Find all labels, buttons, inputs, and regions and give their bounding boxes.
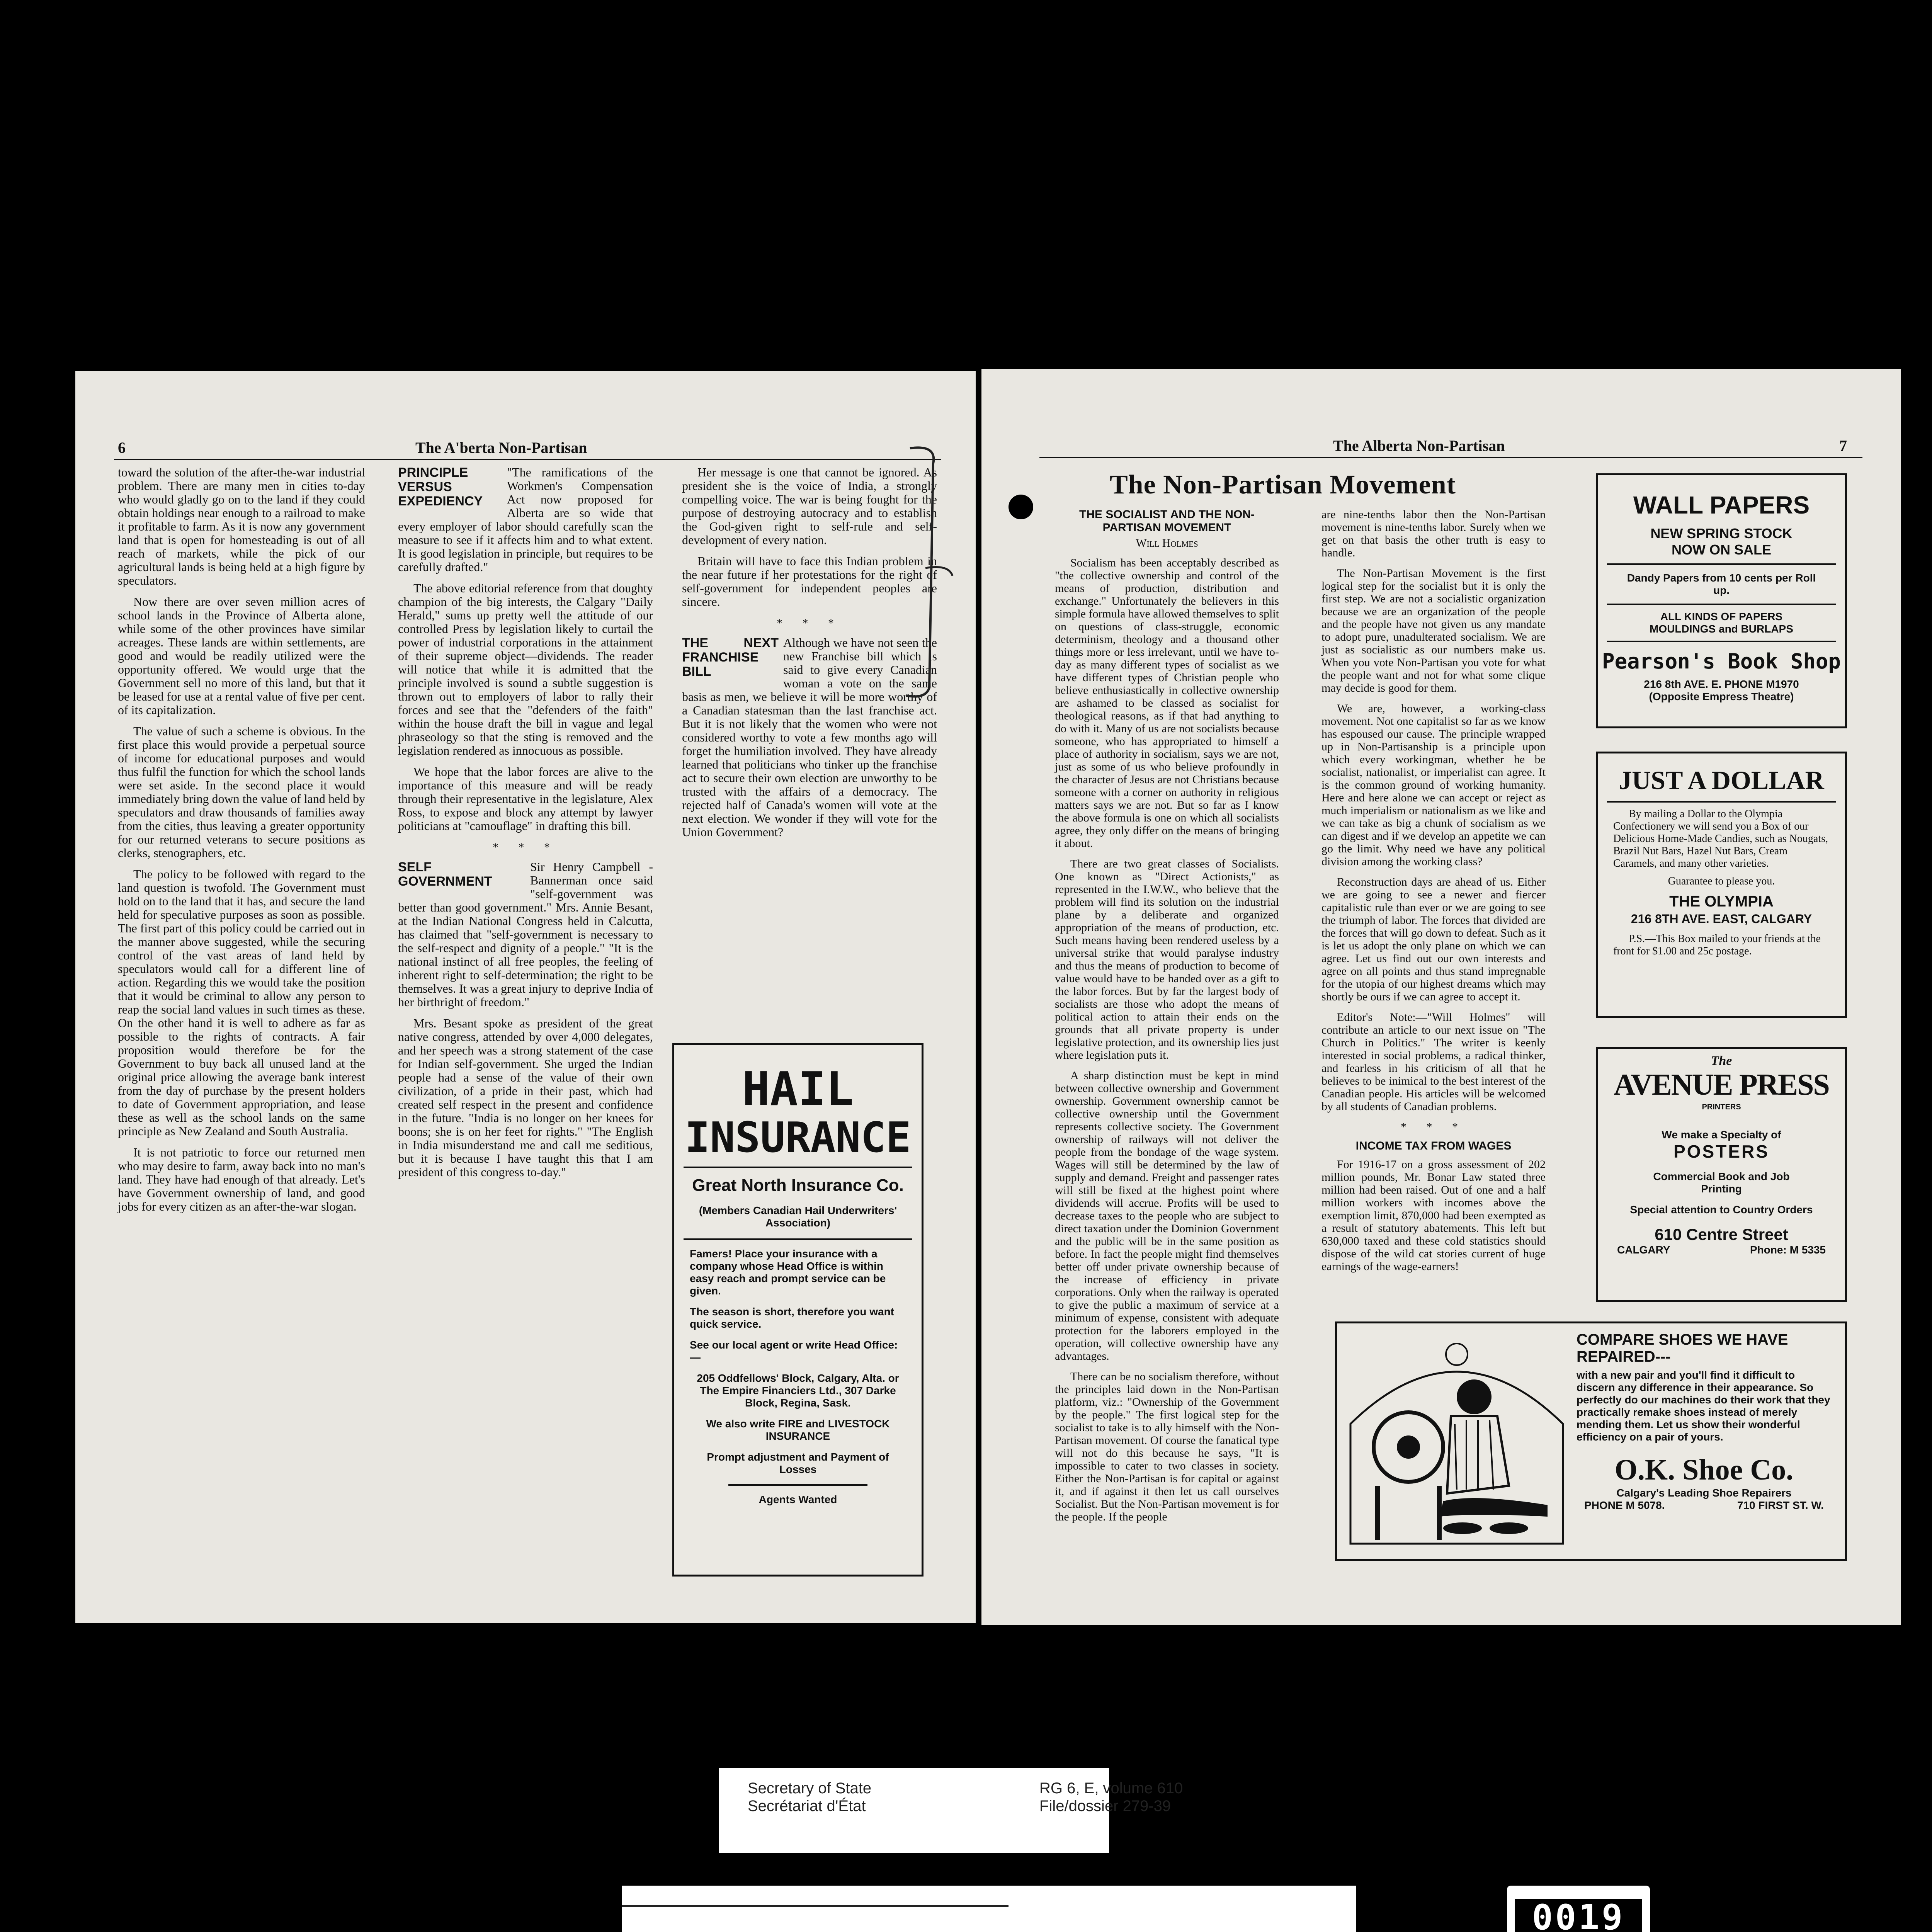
ad-text: (Opposite Empress Theatre) — [1649, 690, 1794, 702]
section-heading: PRINCIPLE VERSUS EXPEDIENCY — [398, 465, 483, 509]
paragraph: The policy to be followed with regard to the land question is twofold. The Government must hold on to the land that it has, and secure the land held for speculative purposes as soon as possible. The first part of this policy could be carried out in the manner above suggested, while the securing control of the vast areas of land held by speculators would call for a different line of action. Regarding this we would take the position that it would be criminal to allow any person to reap the social land values in such times as these. On the other hand it is well to adhere as far as possible to the rights of contracts. A fair proposition would therefore be for the Government to buy back all unused land at the original price allowing the average bank interest from the day of purchase by the present holders to date of Government appropriation, and lease these as well as the school lands on the same principle as New Zealand and South Australia. — [118, 867, 365, 1138]
paragraph: "The ramifications of the Workmen's Compensation Act now proposed for Alberta are so wide that every employer of labor should carefully scan the measure to see if it affects him and to what extent. It is good legislation in principle, but requires to be carefully drafted." — [398, 465, 653, 574]
ad-text: NEW SPRING STOCK — [1650, 526, 1793, 541]
divider — [684, 1167, 912, 1168]
ad-title: COMPARE SHOES WE HAVE REPAIRED--- — [1577, 1331, 1788, 1365]
ad-city: CALGARY — [1617, 1244, 1670, 1256]
section-divider: * * * — [493, 841, 558, 854]
page-number: 6 — [118, 439, 126, 456]
ad-text: Agents Wanted — [759, 1493, 837, 1505]
ad-shop-name: THE OLYMPIA — [1669, 893, 1774, 910]
ad-text: Guarantee to please you. — [1668, 875, 1775, 887]
ad-text: P.S.—This Box mailed to your friends at the front for $1.00 and 25c postage. — [1613, 933, 1821, 957]
binding-hole-icon — [1009, 495, 1033, 519]
ad-text: Calgary's Leading Shoe Repairers — [1616, 1487, 1792, 1499]
paragraph: Sir Henry Campbell - Bannerman once said "self-government was better than good government." Mrs. Annie Besant, at the Indian National Congress held in Calcutta, has claimed that "self-government is necessary to the self-respect and dignity of a people." "It is the national instinct of all free peoples, the feeling of inherent right to self-determination; the right to be themselves. It was a great injury to deprive India of her birthright of freedom." — [398, 860, 653, 1009]
article-heading: INCOME TAX FROM WAGES — [1355, 1139, 1512, 1152]
ad-company: Great North Insurance Co. — [692, 1176, 904, 1195]
handwritten-bracket-icon — [902, 440, 964, 703]
ad-text: Commercial Book and Job Printing — [1653, 1170, 1790, 1195]
ad-text: NOW ON SALE — [1672, 542, 1771, 558]
ad-text: Special attention to Country Orders — [1630, 1204, 1813, 1216]
ad-title: INSURANCE — [685, 1114, 911, 1162]
ad-text: See our local agent or write Head Office:— — [690, 1339, 898, 1363]
paragraph: There are two great classes of Socialists. One known as "Direct Actionists," as represented in the I.W.W., who believe that the problem will find its solution on the industrial plane by a deliberate and organized appropriation of the means of production, etc. Such means having been rendered useless by a universal strike that would paralyse industry and thus the means of production to become of value would have to be handed over as a gift to the labor forces. But by far the largest body of socialists are those who adopt the means of political action to attain their ends on the grounds that all private property is under legislative protection, and its ownership lies just where legislation puts it. — [1055, 857, 1279, 1061]
paragraph: are nine-tenths labor then the Non-Partisan movement is nine-tenths labor. Surely when we get on that basis the other truth is easy to handle. — [1321, 508, 1546, 559]
ad-contact-row — [1598, 1244, 1845, 1256]
ad-title: JUST A DOLLAR — [1619, 765, 1824, 795]
label-text: File/dossier 279-39 — [1039, 1798, 1171, 1815]
left-column-2 — [398, 466, 653, 1187]
paragraph: It is not patriotic to force our returned men who may desire to farm, away back into no man's land. They have had enough of that already. Let's have Government ownership of land, and good jobs for every citizen as an after-the-war slogan. — [118, 1145, 365, 1213]
ad-title: AVENUE PRESS — [1614, 1068, 1829, 1101]
frame-counter — [1507, 1886, 1650, 1932]
left-column-3 — [682, 466, 937, 847]
paragraph: toward the solution of the after-the-war industrial problem. There are many men in cities to-day who would gladly go on to the land if they could obtain holdings near enough to a railroad to make it profitable to farm. As it is now any government land that is open for homesteading is out of all reach of markets, while the pick of our agricultural lands is being held at a high figure by speculators. — [118, 465, 365, 587]
ad-text: Famers! Place your insurance with a company whose Head Office is within easy reach and prompt service can be given. — [690, 1248, 886, 1297]
ok-shoe-ad — [1335, 1321, 1847, 1561]
ad-text: By mailing a Dollar to the Olympia Confectionery we will send you a Box of our Delicious Home-Made Candies, such as Nougats, Brazil Nut Bars, Hazel Nut Bars, Cream Caramels, and many other varieties. — [1613, 808, 1828, 869]
shoe-ad-text — [1577, 1331, 1832, 1512]
section-divider: * * * — [1401, 1121, 1466, 1133]
hail-insurance-ad — [672, 1043, 923, 1577]
just-a-dollar-ad — [1596, 752, 1847, 1018]
ad-text: (Members Canadian Hail Underwriters' Association) — [699, 1204, 897, 1229]
paragraph: There can be no socialism therefore, without the principles laid down in the Non-Partisan platform, viz.: "Ownership of the Government by the people." The first logical step for the socialist to take is to ally himself with the Non-Partisan movement. Of course the fanatical type will not do this because he says, "It is impossible to cater to two classes in society. Either the Non-Partisan is for capital or against it, and if against it then let us call ourselves Socialist. But the Non-Partisan movement is for the people. If the people — [1055, 1370, 1279, 1523]
divider — [1607, 641, 1836, 642]
divider — [728, 1484, 867, 1486]
paragraph: A sharp distinction must be kept in mind between collective ownership and Government ownership. Government ownership cannot be collective ownership until the Government represents collective society. The Government ownership of railways will not deliver the people from the bondage of the wage system. Wages will still be determined by the law of supply and demand. Freight and passenger rates will still be fixed at the highest point where dividends will accrue. Profits will be used to decrease taxes to the people who are subject to direct taxation under the Dominion Government and the public will be in the same position as before. In fact the people might find themselves better off under private ownership because of the increase of efficiency in private corporations. Only when the railway is operated to give the public a maximum of service at a minimum of expense, consistent with adequate protection for the laborers employed in the operation, will collective ownership have any advantages. — [1055, 1069, 1279, 1362]
frame-number: 0019 — [1515, 1899, 1642, 1932]
ad-text: with a new pair and you'll find it difficult to discern any difference in their appearance. So perfectly do our machines do their work that they practically remake shoes instead of merely mending them. Let us show their wonderful efficiency on a pair of yours. — [1577, 1369, 1830, 1443]
paragraph: Britain will have to face this Indian problem in the near future if her protestations for the right of self-government for independent peoples are sincere. — [682, 554, 937, 609]
right-page — [981, 369, 1901, 1625]
page-headline: The Non-Partisan Movement — [1109, 470, 1456, 500]
label-text: RG 6, E, volume 610 — [1039, 1780, 1183, 1797]
ad-address: 710 FIRST ST. W. — [1737, 1499, 1824, 1511]
divider — [1607, 604, 1836, 605]
ad-address: 216 8th AVE. E. PHONE M1970 — [1644, 678, 1799, 690]
ad-shop-name: Pearson's Book Shop — [1602, 649, 1841, 673]
ad-text: The — [1711, 1054, 1732, 1068]
ad-text: ALL KINDS OF PAPERS MOULDINGS and BURLAPS — [1650, 611, 1793, 635]
ad-text: Prompt adjustment and Payment of Losses — [707, 1451, 889, 1475]
paragraph: Reconstruction days are ahead of us. Either we are going to see a newer and fiercer capitalistic rule than ever or we are going to see the triumph of labor. The forces that divided are the forces that will go down to defeat. Such as it is let us adopt the only plane on which we can agree. Let us find out our own interests and agree on all points and thus stand impregnable for the utopia of our highest dreams which may shortly be ours if we can agree to accept it. — [1321, 876, 1546, 1003]
paragraph: Socialism has been acceptably described as "the collective ownership and control of the means of production, distribution and exchange." Unfortunately the believers in this simple formula have allowed themselves to split on questions of class-struggle, economic determinism, theology and a thousand other things more or less irrelevant, until we have to-day as many different types of socialist as we have different types of Christian people who believe enthusiastically in collective ownership are ashamed to be classed as socialist for theological reasons, as if that had anything to do with it. Many of us are not socialists because someone, who has appropriated to himself a place of authority in socialism, says we are not, just as some of us who believe profoundly in the character of Jesus are not Christians because someone with a corner on authority in religious matters says we are not. But so far as I know the above formula is one on which all socialists agree, they only differ on the means of bringing it about. — [1055, 556, 1279, 850]
ad-text: Dandy Papers from 10 cents per Roll up. — [1627, 572, 1816, 596]
shoe-repairer-illustration-icon — [1347, 1331, 1567, 1548]
ad-title: HAIL — [742, 1063, 854, 1116]
label-text: Secrétariat d'État — [748, 1798, 866, 1815]
paragraph: The value of such a scheme is obvious. In the first place this would provide a perpetual source of income for educational purposes and would thus fulfil the function for which the school lands were set aside. In the second place it would immediately bring down the value of land held by speculators and draw thousands of families away from the cities, thus leaving a greater opportunity for our returned veterans to secure positions as clerks, stenographers, etc. — [118, 724, 365, 860]
ad-text: We make a Specialty of — [1662, 1129, 1781, 1141]
divider — [1607, 563, 1836, 565]
ad-text: The season is short, therefore you want quick service. — [690, 1306, 895, 1330]
paragraph: Now there are over seven million acres of school lands in the Province of Alberta alone, while some of the other provinces have similar acreages. These lands are within settlements, are good and would be readily utilized were the opportunity offered. We would urge that the Government sell no more of this land, but that it be leased for use at a rental value of five per cent. of its capitalization. — [118, 595, 365, 717]
left-column-1 — [118, 466, 365, 1221]
divider — [1607, 801, 1836, 803]
ad-address: 216 8TH AVE. EAST, CALGARY — [1631, 912, 1812, 926]
card-fold-lines — [622, 1905, 1009, 1932]
section-heading: SELF GOVERNMENT — [398, 860, 492, 889]
ad-address: 205 Oddfellows' Block, Calgary, Alta. or The Empire Financiers Ltd., 307 Darke Block, Regina, Sask. — [697, 1372, 899, 1409]
paragraph: Although we have not seen the new Franchise bill which is said to give every Canadian woman a vote on the same basis as men, we believe it will be more worthy of a Canadian statesman than the last franchise act. But it is not likely that the women who were not considered worthy to vote a few months ago will forget the humiliation involved. They have already learned that politicians who tinker up the franchise act to secure their own election are unworthy to be trusted with the affairs of a democracy. The rejected half of Canada's women will vote at the next election. We wonder if they will vote for the Union Government? — [682, 636, 937, 839]
running-head: The Alberta Non-Partisan — [1333, 437, 1505, 454]
paragraph: Editor's Note:—"Will Holmes" will contribute an article to our next issue on "The Church in Politics." The writer is keenly interested in social problems, a radical thinker, and fearless in his criticism of all that he believes to be inimical to the best interest of the Canadian people. His articles will be welcomed by all students of Canadian problems. — [1321, 1011, 1546, 1113]
divider — [684, 1238, 912, 1240]
right-column-1 — [1055, 508, 1279, 1531]
paragraph: The Non-Partisan Movement is the first logical step for the socialist but it is only the first step. We are not a socialistic organization because we are an organization of the people and the people have not given us any mandate to adopt pure, unadulterated socialism. We are just as socialistic as our numbers make us. When you vote Non-Partisan you vote for what the people want and not for what some clique may decide is good for them. — [1321, 567, 1546, 694]
label-reference — [1039, 1779, 1183, 1815]
paragraph: We hope that the labor forces are alive to the importance of this measure and will be ready through their representative in the legislature, Alex Ross, to expose and block any attempt by lawyer politicians at "camouflage" in drafting this bill. — [398, 765, 653, 833]
public-archives-card — [622, 1886, 1356, 1932]
running-head: The A'berta Non-Partisan — [415, 439, 587, 456]
ad-phone: PHONE M 5078. — [1584, 1499, 1665, 1511]
label-text: Secretary of State — [748, 1780, 872, 1797]
wall-papers-ad — [1596, 473, 1847, 728]
ad-title: WALL PAPERS — [1633, 491, 1810, 519]
left-page — [75, 371, 976, 1623]
page-number: 7 — [1839, 437, 1847, 454]
ad-phone: Phone: M 5335 — [1750, 1244, 1826, 1256]
ad-contact-row — [1577, 1499, 1832, 1512]
avenue-press-ad — [1596, 1047, 1847, 1302]
paragraph: Her message is one that cannot be ignored. As president she is the voice of India, a strongly compelling voice. The war is being fought for the purpose of destroying autocracy and to establish the God-given right to self-rule and self-development of every nation. — [682, 465, 937, 547]
paragraph: The above editorial reference from that doughty champion of the big interests, the Calgary "Daily Herald," sums up pretty well the attitude of our controlled Press by legislation likely to curtail the power of industrial corporations in the attainment of their supreme object—dividends. The reader will notice that while it is admitted that the principle involved is sound a subtle suggestion is thrown out to employers of labor to rally their forces and see that the "defenders of the faith" within the house draft the bill in vague and legal phraseology so that the sting is removed and the legislation rendered as innocuous as possible. — [398, 581, 653, 757]
paragraph: For 1916-17 on a gross assessment of 202 million pounds, Mr. Bonar Law stated three million had been raised. Out of one and a half million workers with incomes above the exemption limit, 870,000 had been exempted as a result of statutory abatements. This left but 630,000 taxed and these cold statistics should dispose of the wild cat stories current of huge earnings of the wage-earners! — [1321, 1158, 1546, 1273]
byline: Will Holmes — [1136, 537, 1198, 549]
ad-address: 610 Centre Street — [1655, 1225, 1788, 1243]
header-rule — [1039, 457, 1862, 458]
ad-text: PRINTERS — [1702, 1103, 1741, 1111]
paragraph: Mrs. Besant spoke as president of the great native congress, attended by over 4,000 delegates, and her speech was a strong statement of the case for Indian self-government. She urged the Indian people had a sense of the value of their own civilization, of a pride in their past, which had created self respect in the present and confidence in the future. "India is no longer on her knees for boons; she is on her feet for rights." "The English in India misunderstand me and call me seditious, but it is because I have taught this that I am president of this congress to-day." — [398, 1016, 653, 1179]
section-heading: THE NEXT FRANCHISE BILL — [682, 636, 779, 679]
ad-text: We also write FIRE and LIVESTOCK INSURANCE — [706, 1418, 890, 1442]
article-heading: THE SOCIALIST AND THE NON-PARTISAN MOVEMENT — [1079, 508, 1255, 534]
paragraph: We are, however, a working-class movement. Not one capitalist so far as we know has espoused our cause. The principle wrapped up in Non-Partisanship is a principle upon which every workingman, whether he be socialist, nationalist, or imperialist can agree. It is the common ground of working humanity. Here and here alone we can accept or reject as much imperialism or nationalism as we like and we can take as big a chunk of socialism as we can digest and if we develop an appetite we can go the limit. Why need we have any political division among the working class? — [1321, 702, 1546, 868]
label-agency — [748, 1779, 871, 1815]
header-rule — [114, 459, 941, 460]
right-column-2 — [1321, 508, 1546, 1281]
ad-text: POSTERS — [1673, 1141, 1769, 1162]
ad-shop-name: O.K. Shoe Co. — [1614, 1454, 1794, 1486]
section-divider: * * * — [777, 617, 842, 629]
archive-reference-label — [719, 1768, 1183, 1853]
